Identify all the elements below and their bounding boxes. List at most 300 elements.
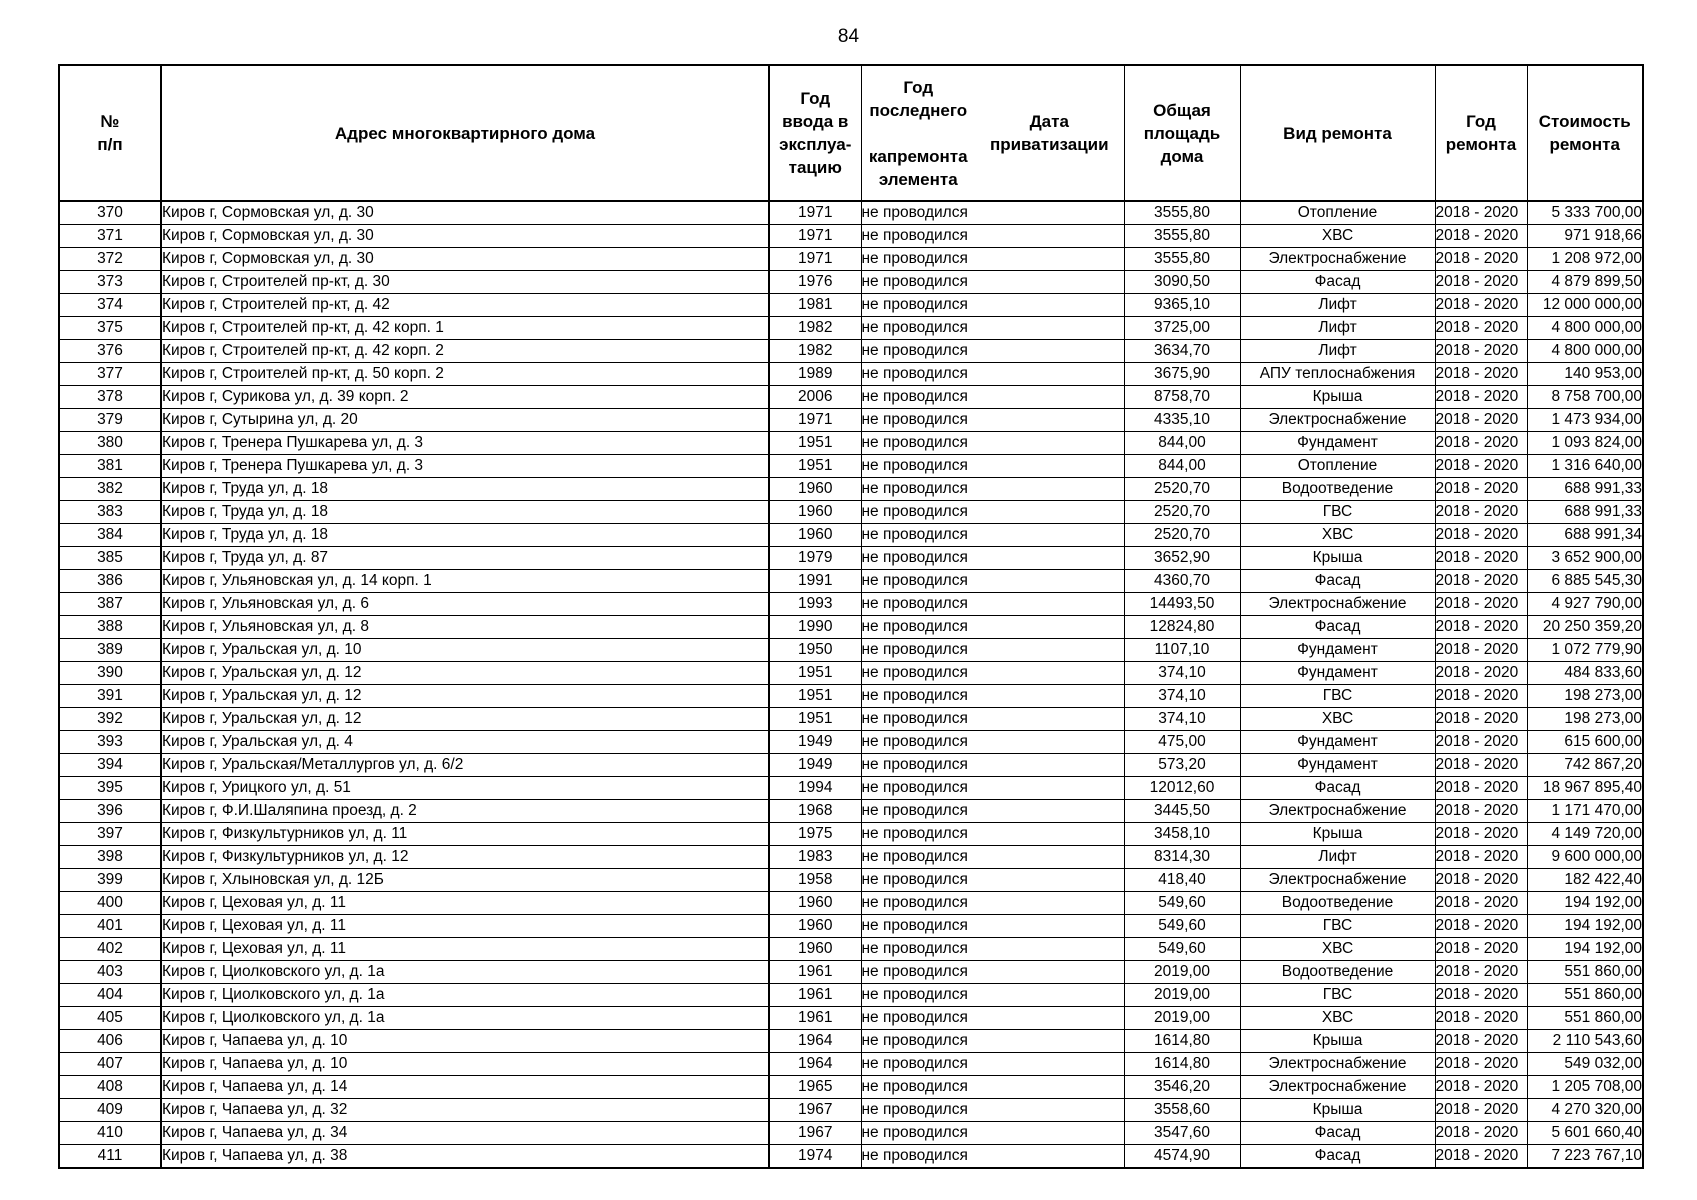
cell-repair-kind: ХВС bbox=[1240, 225, 1435, 248]
table-row bbox=[59, 777, 1643, 800]
cell-address: Киров г, Тренера Пушкарева ул, д. 3 bbox=[161, 455, 769, 478]
cell-address: Киров г, Чапаева ул, д. 34 bbox=[161, 1122, 769, 1145]
cell-year-commission: 1960 bbox=[769, 478, 861, 501]
cell-area: 1107,10 bbox=[1124, 639, 1240, 662]
header-area bbox=[1124, 65, 1240, 201]
cell-num: 408 bbox=[59, 1076, 161, 1099]
cell-address: Киров г, Уральская ул, д. 4 bbox=[161, 731, 769, 754]
cell-num: 375 bbox=[59, 317, 161, 340]
cell-address: Киров г, Циолковского ул, д. 1а bbox=[161, 1007, 769, 1030]
cell-repair-kind: Электроснабжение bbox=[1240, 248, 1435, 271]
cell-repair-year: 2018 - 2020 bbox=[1435, 1007, 1527, 1030]
cell-year-commission: 1979 bbox=[769, 547, 861, 570]
cell-repair-kind: Фасад bbox=[1240, 1122, 1435, 1145]
cell-num: 385 bbox=[59, 547, 161, 570]
cell-repair-kind: Фасад bbox=[1240, 271, 1435, 294]
cell-area: 2520,70 bbox=[1124, 524, 1240, 547]
cell-repair-kind: Отопление bbox=[1240, 201, 1435, 225]
cell-year-commission: 1951 bbox=[769, 455, 861, 478]
repair-table bbox=[58, 64, 1644, 1169]
cell-repair-cost: 688 991,33 bbox=[1527, 478, 1643, 501]
cell-repair-kind: Фундамент bbox=[1240, 432, 1435, 455]
cell-repair-kind: ГВС bbox=[1240, 984, 1435, 1007]
cell-privatization bbox=[975, 800, 1124, 823]
cell-year-commission: 1960 bbox=[769, 501, 861, 524]
cell-address: Киров г, Строителей пр-кт, д. 50 корп. 2 bbox=[161, 363, 769, 386]
table-row bbox=[59, 961, 1643, 984]
table-row bbox=[59, 294, 1643, 317]
header-line: ремонта bbox=[1445, 135, 1517, 154]
cell-last-repair: не проводился bbox=[861, 1053, 975, 1076]
table-row bbox=[59, 501, 1643, 524]
cell-last-repair: не проводился bbox=[861, 708, 975, 731]
table-row bbox=[59, 547, 1643, 570]
cell-year-commission: 1950 bbox=[769, 639, 861, 662]
cell-privatization bbox=[975, 777, 1124, 800]
cell-repair-year: 2018 - 2020 bbox=[1435, 432, 1527, 455]
cell-privatization bbox=[975, 1122, 1124, 1145]
cell-repair-cost: 551 860,00 bbox=[1527, 961, 1643, 984]
table-row bbox=[59, 823, 1643, 846]
cell-repair-year: 2018 - 2020 bbox=[1435, 777, 1527, 800]
cell-repair-cost: 4 270 320,00 bbox=[1527, 1099, 1643, 1122]
header-line: № bbox=[100, 112, 120, 131]
header-line: приватизации bbox=[989, 135, 1109, 154]
cell-address: Киров г, Урицкого ул, д. 51 bbox=[161, 777, 769, 800]
cell-repair-kind: Водоотведение bbox=[1240, 478, 1435, 501]
cell-num: 374 bbox=[59, 294, 161, 317]
cell-last-repair: не проводился bbox=[861, 892, 975, 915]
cell-privatization bbox=[975, 938, 1124, 961]
cell-repair-year: 2018 - 2020 bbox=[1435, 754, 1527, 777]
cell-num: 376 bbox=[59, 340, 161, 363]
cell-address: Киров г, Уральская/Металлургов ул, д. 6/2 bbox=[161, 754, 769, 777]
cell-num: 406 bbox=[59, 1030, 161, 1053]
cell-area: 14493,50 bbox=[1124, 593, 1240, 616]
cell-repair-kind: Электроснабжение bbox=[1240, 409, 1435, 432]
cell-repair-kind: Крыша bbox=[1240, 1099, 1435, 1122]
cell-privatization bbox=[975, 524, 1124, 547]
cell-privatization bbox=[975, 271, 1124, 294]
cell-year-commission: 1961 bbox=[769, 1007, 861, 1030]
cell-address: Киров г, Ульяновская ул, д. 14 корп. 1 bbox=[161, 570, 769, 593]
cell-area: 8314,30 bbox=[1124, 846, 1240, 869]
cell-last-repair: не проводился bbox=[861, 1007, 975, 1030]
cell-area: 2520,70 bbox=[1124, 478, 1240, 501]
cell-repair-kind: Водоотведение bbox=[1240, 961, 1435, 984]
cell-repair-kind: Фасад bbox=[1240, 616, 1435, 639]
header-line: тацию bbox=[788, 158, 842, 177]
cell-num: 393 bbox=[59, 731, 161, 754]
cell-area: 1614,80 bbox=[1124, 1030, 1240, 1053]
cell-area: 374,10 bbox=[1124, 662, 1240, 685]
cell-repair-year: 2018 - 2020 bbox=[1435, 294, 1527, 317]
cell-area: 12824,80 bbox=[1124, 616, 1240, 639]
cell-area: 3546,20 bbox=[1124, 1076, 1240, 1099]
cell-repair-cost: 1 171 470,00 bbox=[1527, 800, 1643, 823]
cell-repair-year: 2018 - 2020 bbox=[1435, 547, 1527, 570]
cell-repair-cost: 1 093 824,00 bbox=[1527, 432, 1643, 455]
cell-repair-year: 2018 - 2020 bbox=[1435, 938, 1527, 961]
cell-year-commission: 1974 bbox=[769, 1145, 861, 1169]
cell-year-commission: 1971 bbox=[769, 225, 861, 248]
cell-num: 397 bbox=[59, 823, 161, 846]
cell-address: Киров г, Цеховая ул, д. 11 bbox=[161, 938, 769, 961]
cell-repair-year: 2018 - 2020 bbox=[1435, 800, 1527, 823]
cell-repair-cost: 7 223 767,10 bbox=[1527, 1145, 1643, 1169]
table-row bbox=[59, 478, 1643, 501]
cell-num: 370 bbox=[59, 201, 161, 225]
cell-repair-kind: Фундамент bbox=[1240, 662, 1435, 685]
cell-privatization bbox=[975, 961, 1124, 984]
header-line: п/п bbox=[97, 135, 123, 154]
cell-repair-kind: Лифт bbox=[1240, 340, 1435, 363]
cell-repair-kind: ХВС bbox=[1240, 524, 1435, 547]
table-row bbox=[59, 915, 1643, 938]
cell-year-commission: 1951 bbox=[769, 662, 861, 685]
cell-address: Киров г, Тренера Пушкарева ул, д. 3 bbox=[161, 432, 769, 455]
cell-address: Киров г, Труда ул, д. 18 bbox=[161, 478, 769, 501]
cell-year-commission: 1961 bbox=[769, 984, 861, 1007]
cell-num: 383 bbox=[59, 501, 161, 524]
cell-address: Киров г, Строителей пр-кт, д. 42 корп. 2 bbox=[161, 340, 769, 363]
cell-privatization bbox=[975, 1145, 1124, 1169]
cell-year-commission: 1983 bbox=[769, 846, 861, 869]
cell-year-commission: 1967 bbox=[769, 1099, 861, 1122]
cell-year-commission: 1971 bbox=[769, 409, 861, 432]
cell-privatization bbox=[975, 754, 1124, 777]
cell-area: 549,60 bbox=[1124, 915, 1240, 938]
cell-address: Киров г, Уральская ул, д. 12 bbox=[161, 685, 769, 708]
cell-year-commission: 1994 bbox=[769, 777, 861, 800]
cell-address: Киров г, Строителей пр-кт, д. 30 bbox=[161, 271, 769, 294]
header-line: Стоимость bbox=[1538, 112, 1631, 131]
header-privatization bbox=[975, 65, 1124, 201]
cell-address: Киров г, Уральская ул, д. 12 bbox=[161, 662, 769, 685]
cell-address: Киров г, Циолковского ул, д. 1а bbox=[161, 961, 769, 984]
table-row bbox=[59, 271, 1643, 294]
cell-privatization bbox=[975, 547, 1124, 570]
header-line: ремонта bbox=[1549, 135, 1620, 154]
cell-last-repair: не проводился bbox=[861, 501, 975, 524]
cell-num: 407 bbox=[59, 1053, 161, 1076]
cell-repair-kind: Крыша bbox=[1240, 386, 1435, 409]
cell-repair-cost: 549 032,00 bbox=[1527, 1053, 1643, 1076]
cell-year-commission: 1981 bbox=[769, 294, 861, 317]
cell-repair-year: 2018 - 2020 bbox=[1435, 409, 1527, 432]
cell-last-repair: не проводился bbox=[861, 478, 975, 501]
table-row bbox=[59, 201, 1643, 225]
cell-repair-year: 2018 - 2020 bbox=[1435, 1030, 1527, 1053]
table-row bbox=[59, 340, 1643, 363]
cell-repair-year: 2018 - 2020 bbox=[1435, 524, 1527, 547]
cell-area: 3458,10 bbox=[1124, 823, 1240, 846]
cell-repair-year: 2018 - 2020 bbox=[1435, 225, 1527, 248]
cell-privatization bbox=[975, 1099, 1124, 1122]
cell-repair-cost: 8 758 700,00 bbox=[1527, 386, 1643, 409]
cell-repair-cost: 615 600,00 bbox=[1527, 731, 1643, 754]
cell-last-repair: не проводился bbox=[861, 639, 975, 662]
cell-privatization bbox=[975, 593, 1124, 616]
table-row bbox=[59, 386, 1643, 409]
cell-num: 371 bbox=[59, 225, 161, 248]
header-line: Общая bbox=[1153, 100, 1211, 120]
cell-repair-cost: 194 192,00 bbox=[1527, 892, 1643, 915]
cell-year-commission: 1968 bbox=[769, 800, 861, 823]
table-row bbox=[59, 662, 1643, 685]
cell-repair-cost: 4 800 000,00 bbox=[1527, 340, 1643, 363]
cell-repair-kind: Лифт bbox=[1240, 317, 1435, 340]
table-row bbox=[59, 869, 1643, 892]
cell-repair-year: 2018 - 2020 bbox=[1435, 478, 1527, 501]
cell-last-repair: не проводился bbox=[861, 685, 975, 708]
cell-repair-kind: Крыша bbox=[1240, 823, 1435, 846]
cell-address: Киров г, Труда ул, д. 87 bbox=[161, 547, 769, 570]
table-row bbox=[59, 248, 1643, 271]
cell-privatization bbox=[975, 984, 1124, 1007]
cell-year-commission: 1960 bbox=[769, 915, 861, 938]
table-row bbox=[59, 685, 1643, 708]
cell-repair-cost: 1 316 640,00 bbox=[1527, 455, 1643, 478]
cell-num: 390 bbox=[59, 662, 161, 685]
cell-repair-year: 2018 - 2020 bbox=[1435, 708, 1527, 731]
cell-repair-cost: 484 833,60 bbox=[1527, 662, 1643, 685]
header-num bbox=[59, 65, 161, 201]
cell-address: Киров г, Физкультурников ул, д. 12 bbox=[161, 846, 769, 869]
cell-year-commission: 2006 bbox=[769, 386, 861, 409]
cell-num: 373 bbox=[59, 271, 161, 294]
cell-last-repair: не проводился bbox=[861, 271, 975, 294]
cell-repair-cost: 182 422,40 bbox=[1527, 869, 1643, 892]
table-row bbox=[59, 616, 1643, 639]
cell-num: 404 bbox=[59, 984, 161, 1007]
cell-year-commission: 1949 bbox=[769, 731, 861, 754]
header-line: Дата bbox=[1029, 112, 1069, 131]
cell-privatization bbox=[975, 616, 1124, 639]
cell-area: 475,00 bbox=[1124, 731, 1240, 754]
table-row bbox=[59, 846, 1643, 869]
cell-num: 372 bbox=[59, 248, 161, 271]
cell-year-commission: 1971 bbox=[769, 201, 861, 225]
cell-repair-cost: 4 927 790,00 bbox=[1527, 593, 1643, 616]
table-row bbox=[59, 363, 1643, 386]
cell-year-commission: 1971 bbox=[769, 248, 861, 271]
cell-repair-cost: 688 991,34 bbox=[1527, 524, 1643, 547]
cell-repair-kind: ГВС bbox=[1240, 915, 1435, 938]
cell-num: 386 bbox=[59, 570, 161, 593]
header-last-repair bbox=[861, 65, 975, 201]
cell-privatization bbox=[975, 201, 1124, 225]
header-line: дома bbox=[1160, 146, 1204, 166]
cell-area: 3547,60 bbox=[1124, 1122, 1240, 1145]
cell-repair-year: 2018 - 2020 bbox=[1435, 271, 1527, 294]
table-row bbox=[59, 317, 1643, 340]
header-line: элемента bbox=[878, 169, 958, 189]
cell-privatization bbox=[975, 1030, 1124, 1053]
cell-num: 405 bbox=[59, 1007, 161, 1030]
cell-year-commission: 1964 bbox=[769, 1030, 861, 1053]
cell-privatization bbox=[975, 892, 1124, 915]
cell-last-repair: не проводился bbox=[861, 340, 975, 363]
cell-num: 398 bbox=[59, 846, 161, 869]
table-header bbox=[59, 65, 1643, 201]
cell-area: 4574,90 bbox=[1124, 1145, 1240, 1169]
cell-year-commission: 1964 bbox=[769, 1053, 861, 1076]
cell-repair-cost: 12 000 000,00 bbox=[1527, 294, 1643, 317]
cell-area: 374,10 bbox=[1124, 708, 1240, 731]
cell-repair-year: 2018 - 2020 bbox=[1435, 386, 1527, 409]
cell-privatization bbox=[975, 662, 1124, 685]
cell-repair-cost: 3 652 900,00 bbox=[1527, 547, 1643, 570]
cell-last-repair: не проводился bbox=[861, 409, 975, 432]
table-row bbox=[59, 754, 1643, 777]
cell-num: 391 bbox=[59, 685, 161, 708]
cell-last-repair: не проводился bbox=[861, 294, 975, 317]
header-line: капремонта bbox=[868, 146, 968, 166]
table-row bbox=[59, 984, 1643, 1007]
cell-repair-cost: 688 991,33 bbox=[1527, 501, 1643, 524]
cell-year-commission: 1960 bbox=[769, 938, 861, 961]
cell-repair-cost: 6 885 545,30 bbox=[1527, 570, 1643, 593]
cell-repair-cost: 2 110 543,60 bbox=[1527, 1030, 1643, 1053]
cell-year-commission: 1958 bbox=[769, 869, 861, 892]
cell-repair-year: 2018 - 2020 bbox=[1435, 501, 1527, 524]
cell-privatization bbox=[975, 340, 1124, 363]
cell-num: 396 bbox=[59, 800, 161, 823]
table-row bbox=[59, 225, 1643, 248]
cell-year-commission: 1960 bbox=[769, 524, 861, 547]
cell-last-repair: не проводился bbox=[861, 616, 975, 639]
cell-last-repair: не проводился bbox=[861, 731, 975, 754]
cell-privatization bbox=[975, 823, 1124, 846]
cell-repair-cost: 1 205 708,00 bbox=[1527, 1076, 1643, 1099]
cell-privatization bbox=[975, 570, 1124, 593]
table-body bbox=[59, 201, 1643, 1168]
table-row bbox=[59, 731, 1643, 754]
cell-repair-year: 2018 - 2020 bbox=[1435, 869, 1527, 892]
cell-address: Киров г, Строителей пр-кт, д. 42 bbox=[161, 294, 769, 317]
cell-year-commission: 1989 bbox=[769, 363, 861, 386]
cell-address: Киров г, Ф.И.Шаляпина проезд, д. 2 bbox=[161, 800, 769, 823]
cell-area: 3634,70 bbox=[1124, 340, 1240, 363]
cell-last-repair: не проводился bbox=[861, 777, 975, 800]
cell-address: Киров г, Сутырина ул, д. 20 bbox=[161, 409, 769, 432]
cell-area: 9365,10 bbox=[1124, 294, 1240, 317]
table-row bbox=[59, 892, 1643, 915]
cell-year-commission: 1982 bbox=[769, 317, 861, 340]
cell-repair-cost: 742 867,20 bbox=[1527, 754, 1643, 777]
cell-year-commission: 1976 bbox=[769, 271, 861, 294]
cell-address: Киров г, Цеховая ул, д. 11 bbox=[161, 892, 769, 915]
cell-privatization bbox=[975, 915, 1124, 938]
cell-last-repair: не проводился bbox=[861, 593, 975, 616]
cell-num: 411 bbox=[59, 1145, 161, 1169]
table-row bbox=[59, 524, 1643, 547]
cell-privatization bbox=[975, 432, 1124, 455]
cell-num: 377 bbox=[59, 363, 161, 386]
cell-last-repair: не проводился bbox=[861, 524, 975, 547]
cell-area: 3555,80 bbox=[1124, 225, 1240, 248]
cell-last-repair: не проводился bbox=[861, 800, 975, 823]
cell-privatization bbox=[975, 317, 1124, 340]
cell-repair-kind: Лифт bbox=[1240, 294, 1435, 317]
cell-repair-kind: Отопление bbox=[1240, 455, 1435, 478]
header-address: Адрес многоквартирного дома bbox=[161, 65, 769, 201]
cell-num: 401 bbox=[59, 915, 161, 938]
cell-repair-cost: 4 149 720,00 bbox=[1527, 823, 1643, 846]
table-row bbox=[59, 455, 1643, 478]
cell-repair-kind: ХВС bbox=[1240, 938, 1435, 961]
cell-last-repair: не проводился bbox=[861, 547, 975, 570]
cell-num: 381 bbox=[59, 455, 161, 478]
cell-repair-year: 2018 - 2020 bbox=[1435, 593, 1527, 616]
cell-repair-kind: Фасад bbox=[1240, 1145, 1435, 1169]
cell-repair-cost: 1 473 934,00 bbox=[1527, 409, 1643, 432]
table-row bbox=[59, 1122, 1643, 1145]
cell-address: Киров г, Труда ул, д. 18 bbox=[161, 524, 769, 547]
cell-year-commission: 1991 bbox=[769, 570, 861, 593]
cell-address: Киров г, Чапаева ул, д. 10 bbox=[161, 1053, 769, 1076]
cell-last-repair: не проводился bbox=[861, 1030, 975, 1053]
cell-repair-year: 2018 - 2020 bbox=[1435, 961, 1527, 984]
cell-repair-year: 2018 - 2020 bbox=[1435, 823, 1527, 846]
cell-repair-kind: Электроснабжение bbox=[1240, 593, 1435, 616]
cell-repair-kind: Электроснабжение bbox=[1240, 869, 1435, 892]
cell-privatization bbox=[975, 1076, 1124, 1099]
cell-repair-year: 2018 - 2020 bbox=[1435, 984, 1527, 1007]
cell-year-commission: 1951 bbox=[769, 708, 861, 731]
cell-last-repair: не проводился bbox=[861, 961, 975, 984]
cell-repair-kind: Крыша bbox=[1240, 547, 1435, 570]
cell-repair-year: 2018 - 2020 bbox=[1435, 639, 1527, 662]
cell-last-repair: не проводился bbox=[861, 317, 975, 340]
cell-area: 3090,50 bbox=[1124, 271, 1240, 294]
cell-year-commission: 1951 bbox=[769, 685, 861, 708]
cell-area: 2019,00 bbox=[1124, 961, 1240, 984]
cell-privatization bbox=[975, 455, 1124, 478]
cell-num: 392 bbox=[59, 708, 161, 731]
cell-repair-cost: 551 860,00 bbox=[1527, 1007, 1643, 1030]
cell-repair-year: 2018 - 2020 bbox=[1435, 201, 1527, 225]
cell-last-repair: не проводился bbox=[861, 1122, 975, 1145]
cell-repair-kind: Электроснабжение bbox=[1240, 1076, 1435, 1099]
cell-address: Киров г, Труда ул, д. 18 bbox=[161, 501, 769, 524]
table-row bbox=[59, 570, 1643, 593]
cell-repair-year: 2018 - 2020 bbox=[1435, 248, 1527, 271]
cell-privatization bbox=[975, 501, 1124, 524]
cell-privatization bbox=[975, 363, 1124, 386]
cell-num: 399 bbox=[59, 869, 161, 892]
cell-repair-year: 2018 - 2020 bbox=[1435, 685, 1527, 708]
cell-repair-kind: ГВС bbox=[1240, 685, 1435, 708]
cell-address: Киров г, Чапаева ул, д. 38 bbox=[161, 1145, 769, 1169]
cell-repair-year: 2018 - 2020 bbox=[1435, 340, 1527, 363]
cell-num: 387 bbox=[59, 593, 161, 616]
cell-last-repair: не проводился bbox=[861, 984, 975, 1007]
cell-num: 378 bbox=[59, 386, 161, 409]
cell-last-repair: не проводился bbox=[861, 1076, 975, 1099]
table-row bbox=[59, 1007, 1643, 1030]
cell-repair-year: 2018 - 2020 bbox=[1435, 731, 1527, 754]
cell-privatization bbox=[975, 708, 1124, 731]
cell-address: Киров г, Сормовская ул, д. 30 bbox=[161, 225, 769, 248]
cell-last-repair: не проводился bbox=[861, 225, 975, 248]
cell-repair-cost: 971 918,66 bbox=[1527, 225, 1643, 248]
cell-repair-cost: 198 273,00 bbox=[1527, 685, 1643, 708]
cell-year-commission: 1975 bbox=[769, 823, 861, 846]
cell-num: 400 bbox=[59, 892, 161, 915]
cell-repair-kind: АПУ теплоснабжения bbox=[1240, 363, 1435, 386]
